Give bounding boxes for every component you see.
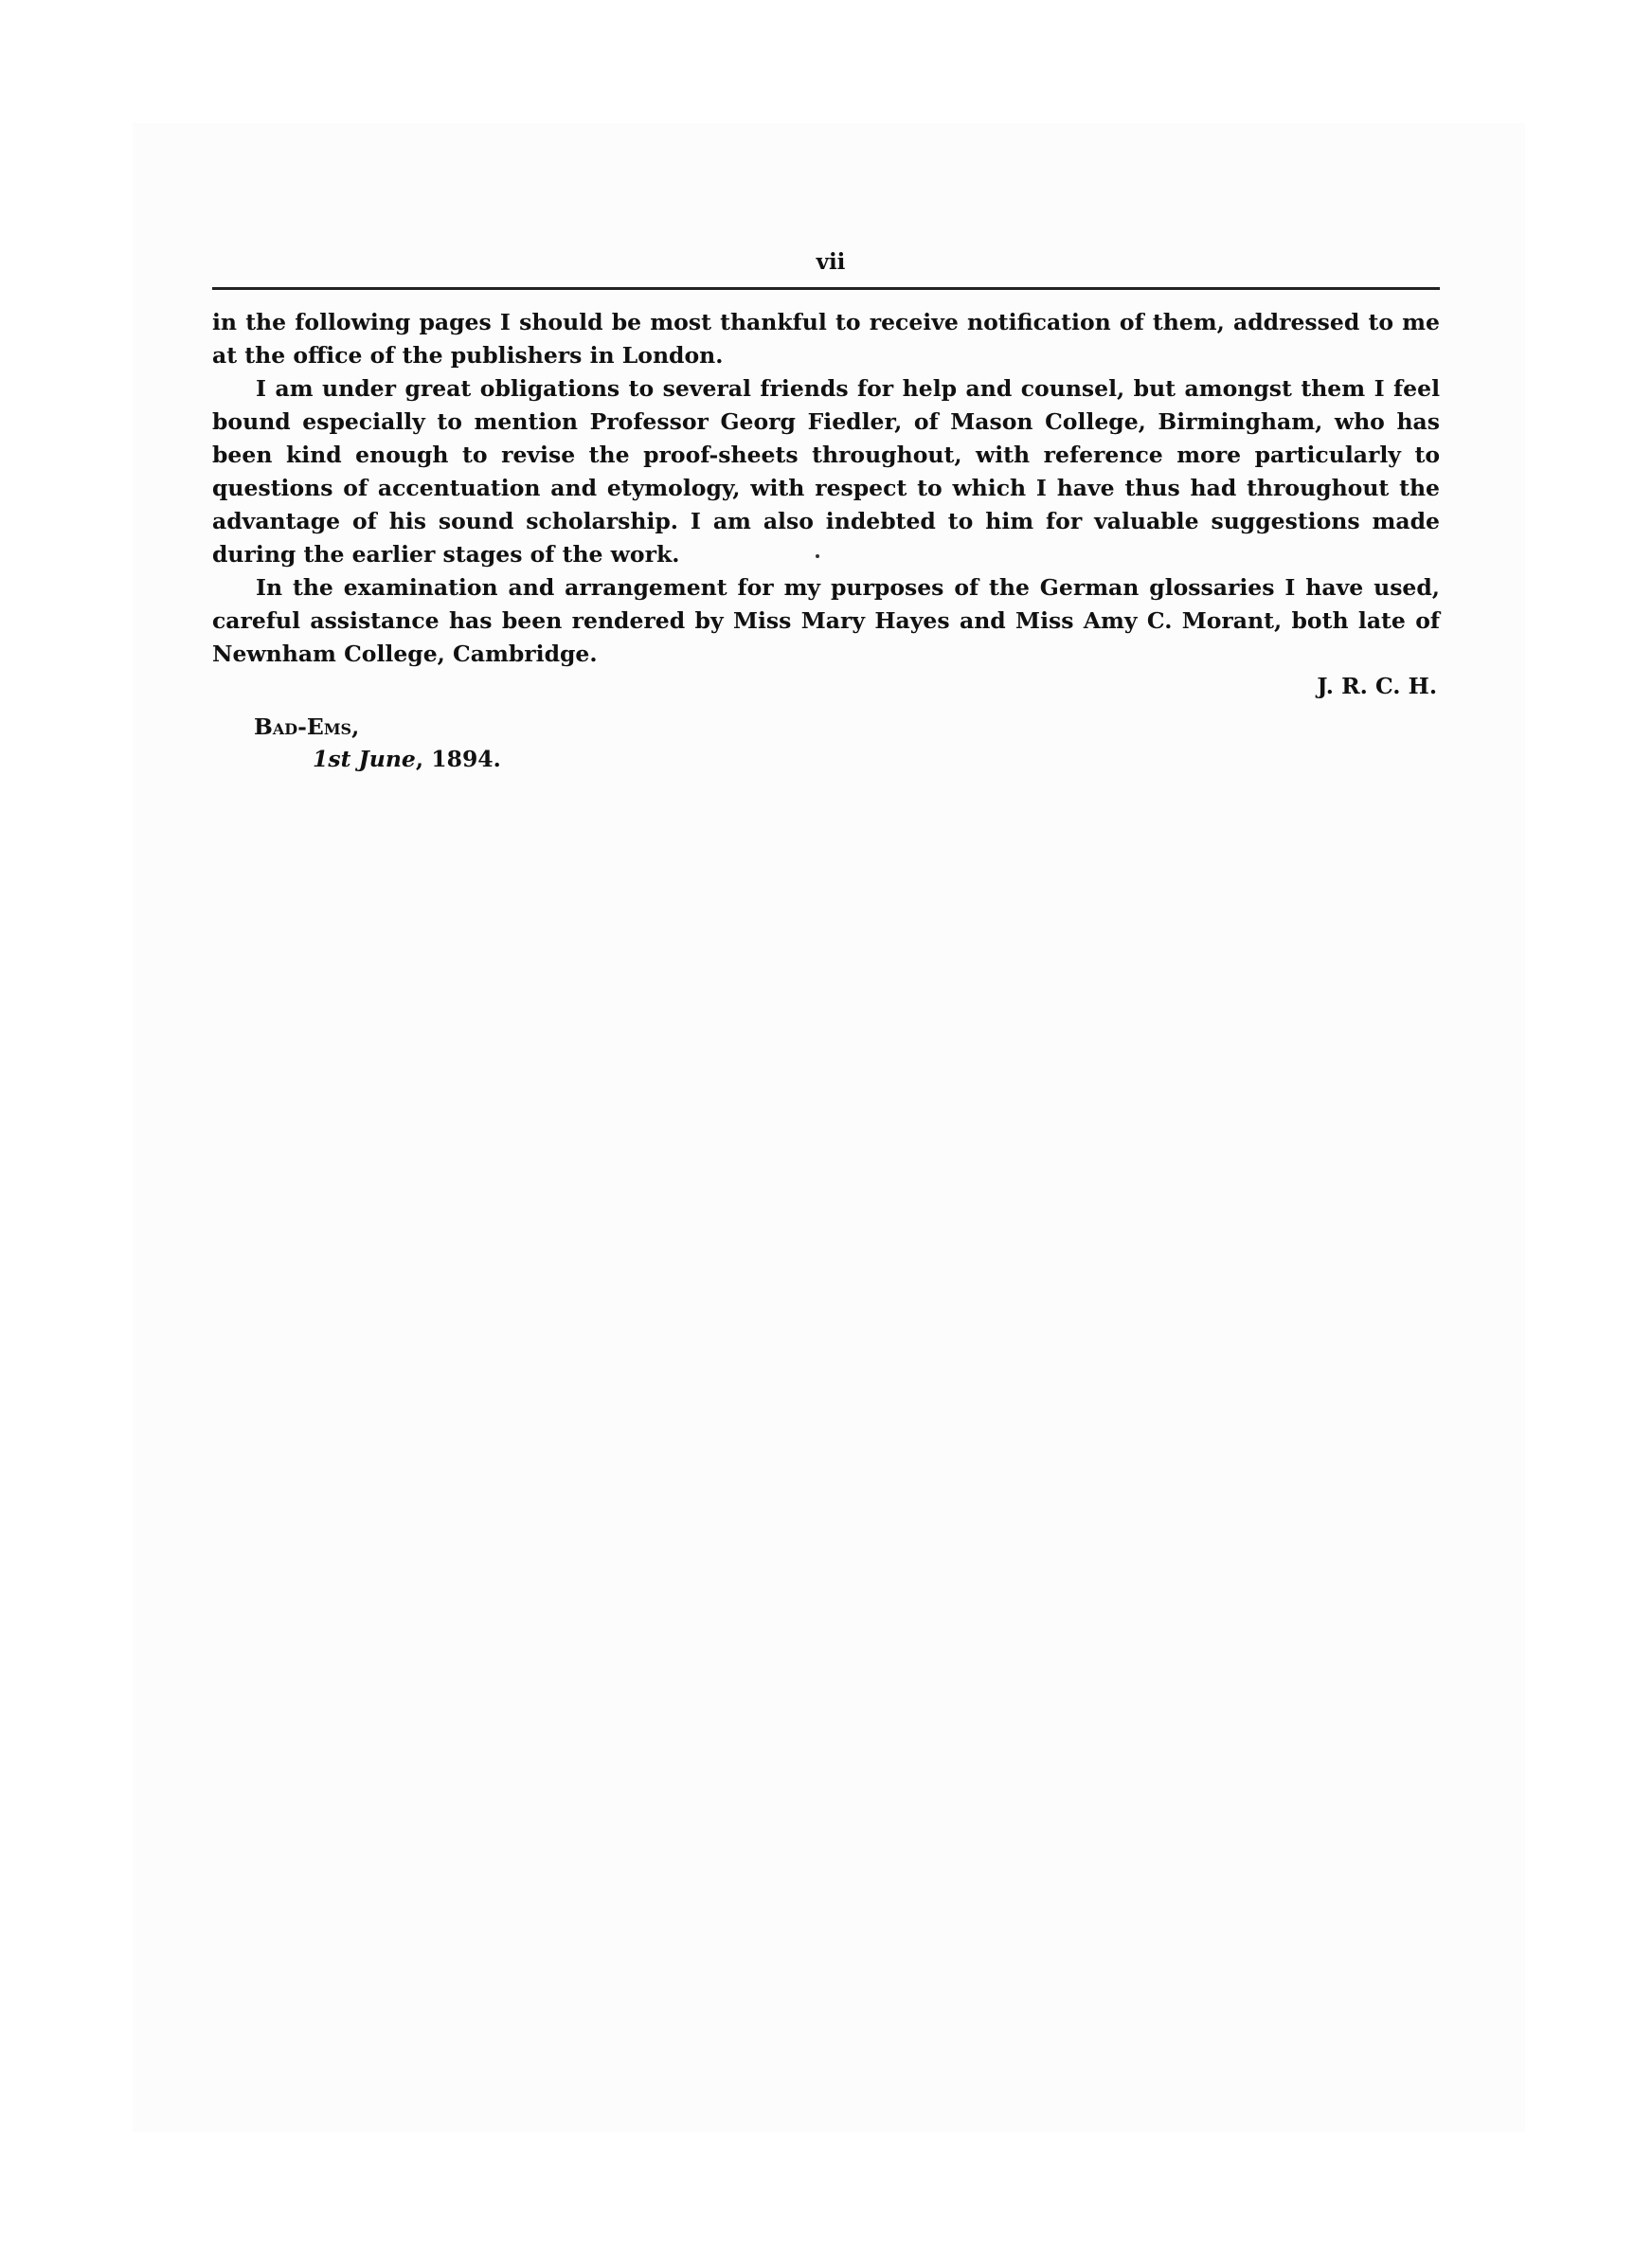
page-number: vii [816, 249, 846, 275]
paragraph-continuation: in the following pages I should be most thankful to receive notification of them, addressed to me at the office of the publishers in London. [212, 309, 1440, 369]
header-rule [212, 287, 1440, 290]
paragraph-glossaries: In the examination and arrangement for my purposes of the German glossaries I have used, careful assistance has been rendered by Miss Mary Hayes and Miss Amy C. Morant, both late of Newnham College, Cambridge. [212, 574, 1440, 667]
preface-text [212, 306, 1440, 671]
ink-speck [816, 554, 819, 558]
date-day: 1st [313, 746, 351, 772]
place-line: Bad-Ems, [254, 713, 360, 740]
signature-initials: J. R. C. H. [1317, 673, 1437, 699]
paragraph-acknowledgement: I am under great obligations to several friends for help and counsel, but amongst them I feel bound especially to mention Professor Georg Fiedler, of Mason College, Birmingham, who has been kind enough to revise the proof-sheets throughout, with reference more particularly to questions of accentuation and etymology, with respect to which I have thus had throughout the advantage of his sound scholarship. I am also indebted to him for valuable suggestions made during the earlier stages of the work. [212, 375, 1440, 568]
date-year: , 1894. [415, 746, 501, 772]
date-line [313, 743, 501, 776]
date-month: June [358, 746, 416, 772]
